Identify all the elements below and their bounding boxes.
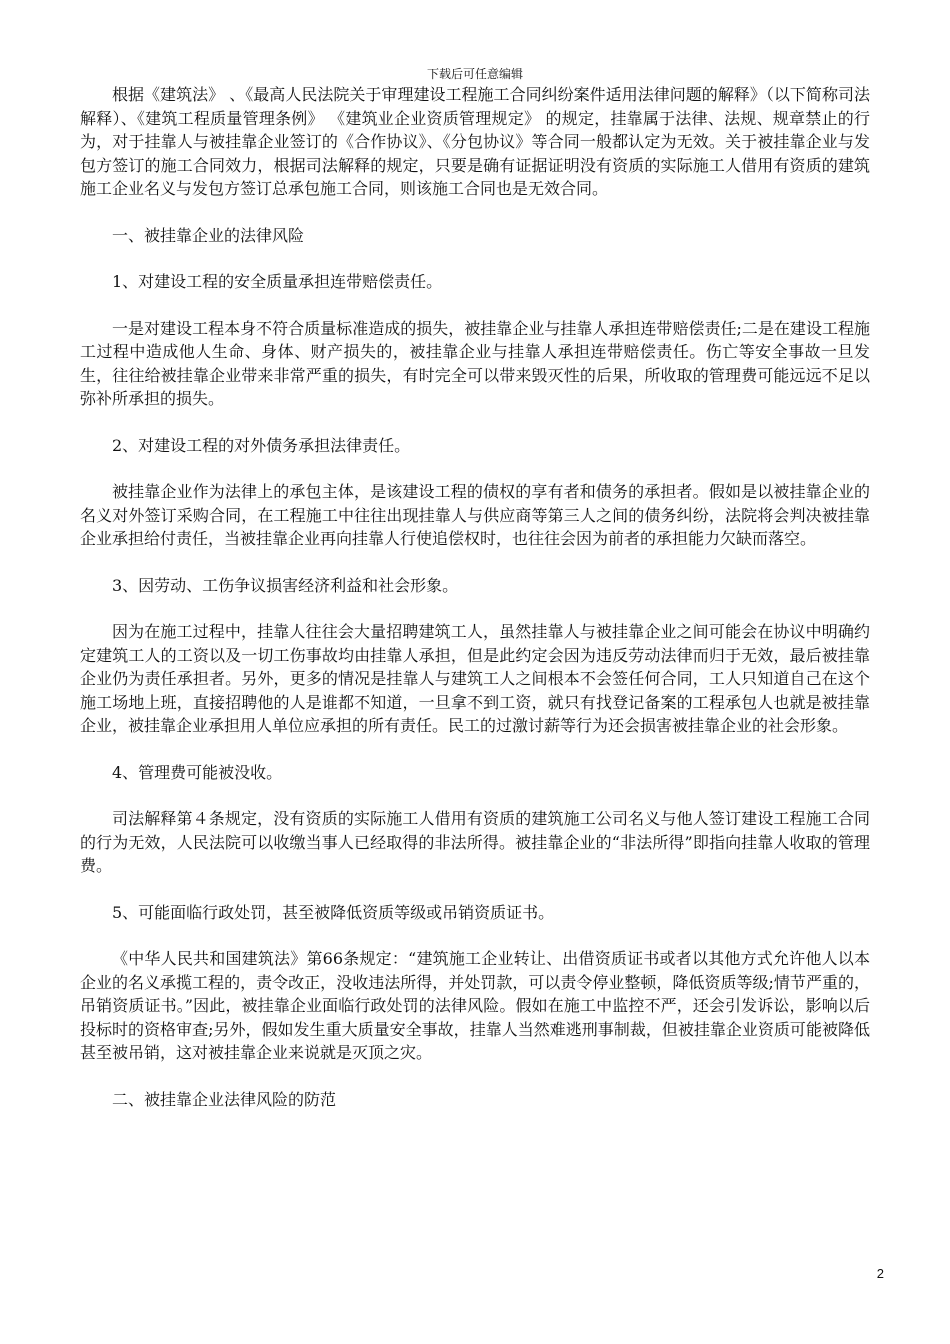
risk-paragraph-2: 被挂靠企业作为法律上的承包主体，是该建设工程的债权的享有者和债务的承担者。假如是以被挂靠企业的名义对外签订采购合同，在工程施工中往往出现挂靠人与供应商等第三人之间的债务纠纷，法院将会判决被挂靠企业承担给付责任，当被挂靠企业再向挂靠人行使追偿权时，也往往会因为前者的承担能力欠缺而落空。 — [80, 482, 870, 548]
section-heading-prevention: 二、被挂靠企业法律风险的防范 — [112, 1089, 337, 1109]
risk-heading-4: 4、管理费可能被没收。 — [112, 762, 283, 782]
risk-paragraph-3: 因为在施工过程中，挂靠人往往会大量招聘建筑工人，虽然挂靠人与被挂靠企业之间可能会在协议中明确约定建筑工人的工资以及一切工伤事故均由挂靠人承担，但是此约定会因为违反劳动法律而归于无效，最后被挂靠企业仍为责任承担者。另外，更多的情况是挂靠人与建筑工人之间根本不会签任何合同，工人只知道自己在这个施工场地上班，直接招聘他的人是谁都不知道，一旦拿不到工资，就只有找登记备案的工程承包人也就是被挂靠企业，被挂靠企业承担用人单位应承担的所有责任。民工的过激讨薪等行为还会损害被挂靠企业的社会形象。 — [80, 622, 870, 735]
page-number: 2 — [876, 1266, 884, 1281]
risk-heading-1: 1、对建设工程的安全质量承担连带赔偿责任。 — [112, 272, 443, 291]
risk-paragraph-5: 《中华人民共和国建筑法》第66条规定：“建筑施工企业转让、出借资质证书或者以其他方式允许他人以本企业的名义承揽工程的，责令改正，没收违法所得，并处罚款，可以责令停业整顿，降低资质等级;情节严重的，吊销资质证书。”因此，被挂靠企业面临行政处罚的法律风险。假如在施工中监控不严，还会引发诉讼，影响以后投标时的资格审查;另外，假如发生重大质量安全事故，挂靠人当然难逃刑事制裁，但被挂靠企业资质可能被降低甚至被吊销，这对被挂靠企业来说就是灭顶之灾。 — [80, 949, 870, 1062]
risk-heading-5: 5、可能面临行政处罚，甚至被降低资质等级或吊销资质证书。 — [112, 902, 555, 922]
risk-heading-3: 3、因劳动、工伤争议损害经济利益和社会形象。 — [112, 575, 459, 595]
section-heading-risks: 一、被挂靠企业的法律风险 — [112, 225, 305, 245]
document-body — [80, 83, 870, 1134]
risk-paragraph-4: 司法解释第４条规定，没有资质的实际施工人借用有资质的建筑施工公司名义与他人签订建设工程施工合同的行为无效，人民法院可以收缴当事人已经取得的非法所得。被挂靠企业的“非法所得”即指向挂靠人收取的管理费。 — [80, 809, 870, 875]
header-note: 下载后可任意编辑 — [426, 67, 523, 81]
risk-heading-2: 2、对建设工程的对外债务承担法律责任。 — [112, 435, 411, 455]
risk-paragraph-1: 一是对建设工程本身不符合质量标准造成的损失，被挂靠企业与挂靠人承担连带赔偿责任;二是在建设工程施工过程中造成他人生命、身体、财产损失的，被挂靠企业与挂靠人承担连带赔偿责任。伤亡等安全事故一旦发生，往往给被挂靠企业带来非常严重的损失，有时完全可以带来毁灭性的后果，所收取的管理费可能远远不足以弥补所承担的损失。 — [80, 318, 870, 408]
intro-paragraph: 根据《建筑法》 、《最高人民法院关于审理建设工程施工合同纠纷案件适用法律问题的解释》（以下简称司法解释）、《建筑工程质量管理条例》 《建筑业企业资质管理规定》 的规定，挂靠属于法律、法规、规章禁止的行为，对于挂靠人与被挂靠企业签订的《合作协议》、《分包协议》等合同一般都认定为无效。关于被挂靠企业与发包方签订的施工合同效力，根据司法解释的规定，只要是确有证据证明没有资质的实际施工人借用有资质的建筑施工企业名义与发包方签订总承包施工合同，则该施工合同也是无效合同。 — [80, 85, 870, 198]
